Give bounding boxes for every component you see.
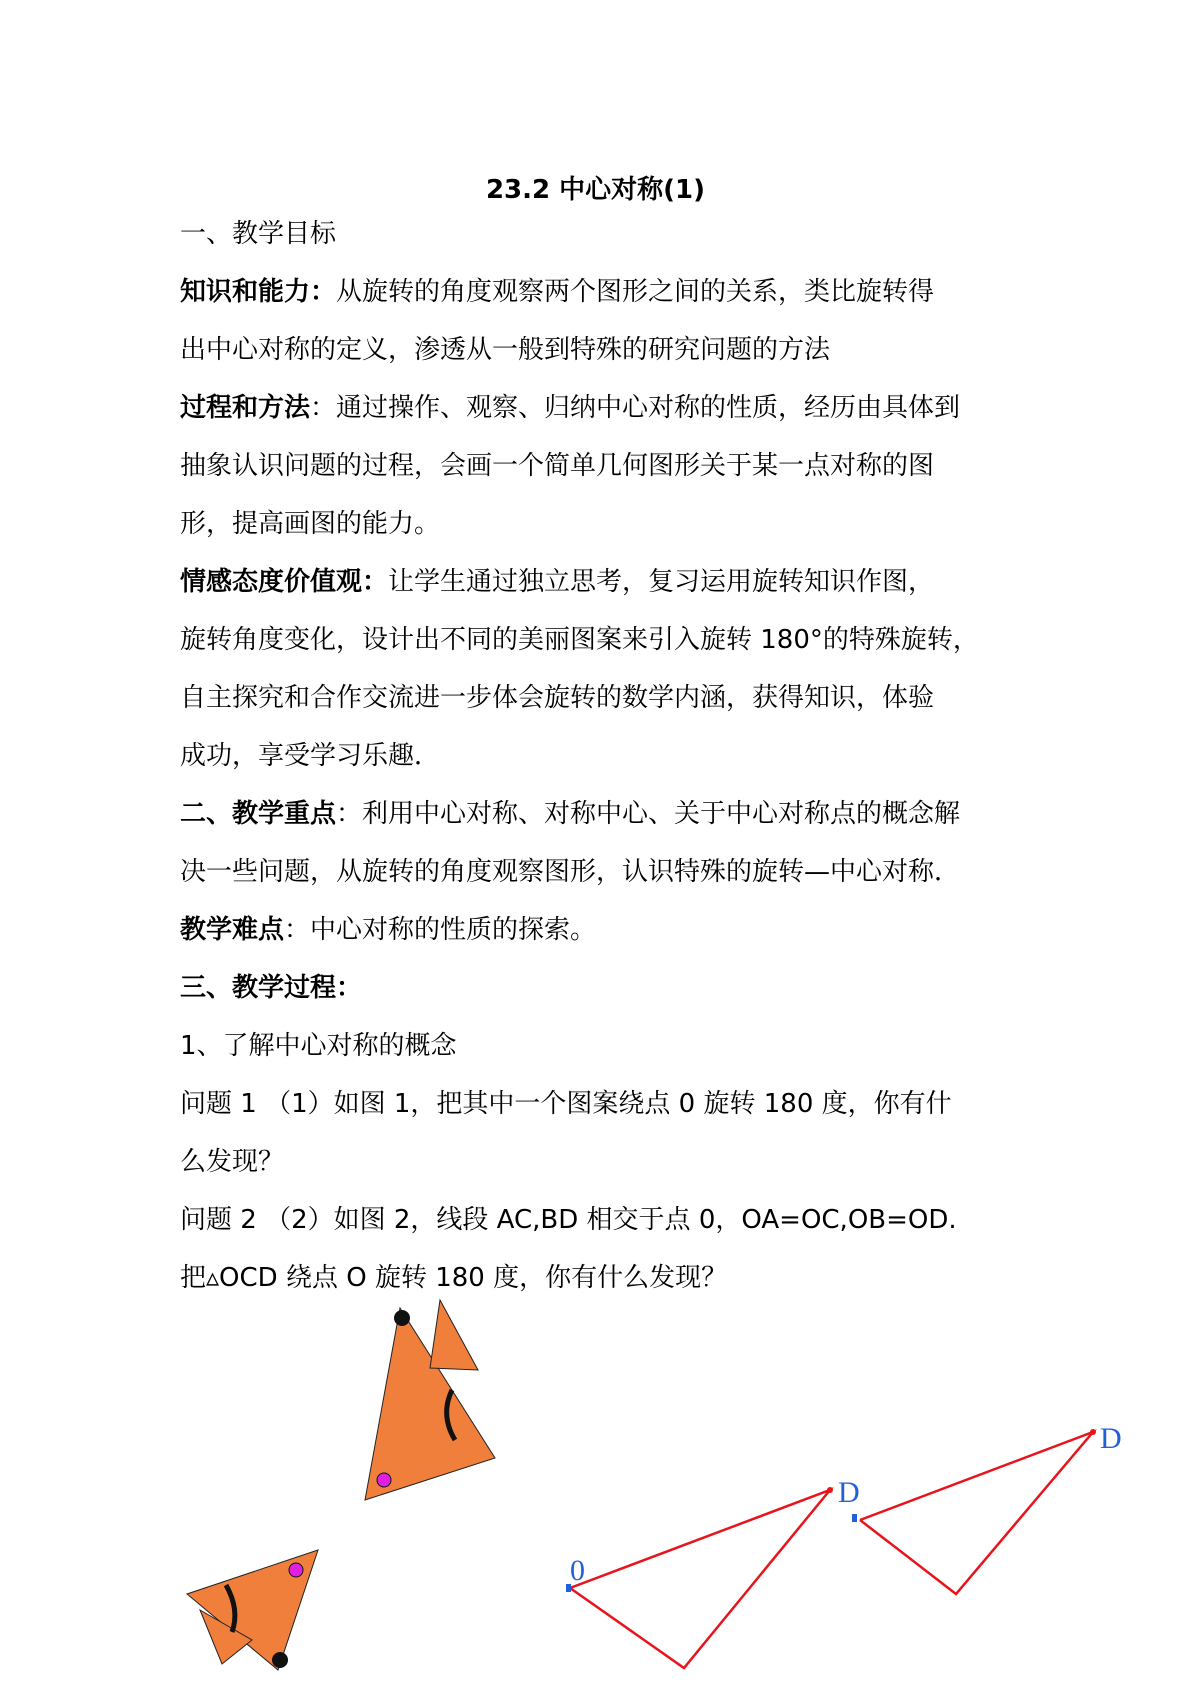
process-text: ：通过操作、观察、归纳中心对称的性质，经历由具体到 bbox=[310, 393, 961, 423]
knowledge-text: 从旋转的角度观察两个图形之间的关系，类比旋转得 bbox=[336, 277, 935, 307]
point-label-d-left: D bbox=[838, 1476, 860, 1509]
question-2: 问题 2 （2）如图 2，线段 AC,BD 相交于点 0，OA=OC,OB=OD. bbox=[180, 1205, 957, 1235]
page-title: 23.2 中心对称(1) bbox=[485, 175, 706, 205]
difficulty-text: ：中心对称的性质的探索。 bbox=[284, 915, 597, 945]
question-1: 问题 1 （1）如图 1，把其中一个图案绕点 0 旋转 180 度，你有什 bbox=[180, 1089, 952, 1119]
process-label: 过程和方法 bbox=[180, 393, 311, 423]
emotion-text: 让学生通过独立思考，复习运用旋转知识作图， bbox=[388, 567, 935, 597]
key-points-label: 二、教学重点 bbox=[180, 799, 337, 829]
section-heading-objectives: 一、教学目标 bbox=[180, 219, 337, 249]
point-label-o: 0 bbox=[570, 1554, 585, 1587]
question-2-cont: 把▵OCD 绕点 O 旋转 180 度，你有什么发现？ bbox=[180, 1263, 728, 1293]
point-label-d-right: D bbox=[1100, 1422, 1122, 1455]
knowledge-label: 知识和能力： bbox=[180, 277, 337, 307]
process-text-cont-1: 抽象认识问题的过程，会画一个简单几何图形关于某一点对称的图 bbox=[180, 451, 935, 481]
emotion-text-cont-2: 自主探究和合作交流进一步体会旋转的数学内涵，获得知识，体验 bbox=[180, 683, 935, 713]
fish-dot-magenta bbox=[377, 1473, 391, 1487]
key-points-text: ：利用中心对称、对称中心、关于中心对称点的概念解 bbox=[336, 799, 961, 829]
knowledge-text-cont: 出中心对称的定义，渗透从一般到特殊的研究问题的方法 bbox=[180, 335, 831, 365]
process-text-cont-2: 形，提高画图的能力。 bbox=[180, 509, 441, 539]
triangle-figure-right bbox=[852, 1422, 1122, 1594]
fish-figure-lower bbox=[187, 1550, 318, 1670]
fish-figure-upper bbox=[365, 1300, 495, 1500]
fish-eye-dot-black bbox=[394, 1310, 410, 1326]
difficulty-label: 教学难点 bbox=[180, 915, 285, 945]
section-heading-process: 三、教学过程： bbox=[180, 973, 363, 1003]
fish-dot-magenta-2 bbox=[289, 1563, 303, 1577]
question-1-cont: 么发现？ bbox=[180, 1147, 285, 1177]
emotion-text-cont-1: 旋转角度变化，设计出不同的美丽图案来引入旋转 180°的特殊旋转， bbox=[180, 625, 979, 655]
fish-eye-dot-black-2 bbox=[272, 1652, 288, 1668]
triangle-figure-left bbox=[566, 1476, 860, 1668]
emotion-label: 情感态度价值观： bbox=[180, 567, 389, 597]
emotion-text-cont-3: 成功，享受学习乐趣． bbox=[180, 741, 441, 771]
step-1-heading: 1、了解中心对称的概念 bbox=[180, 1031, 457, 1061]
key-points-text-cont: 决一些问题，从旋转的角度观察图形，认识特殊的旋转—中心对称． bbox=[180, 857, 961, 887]
